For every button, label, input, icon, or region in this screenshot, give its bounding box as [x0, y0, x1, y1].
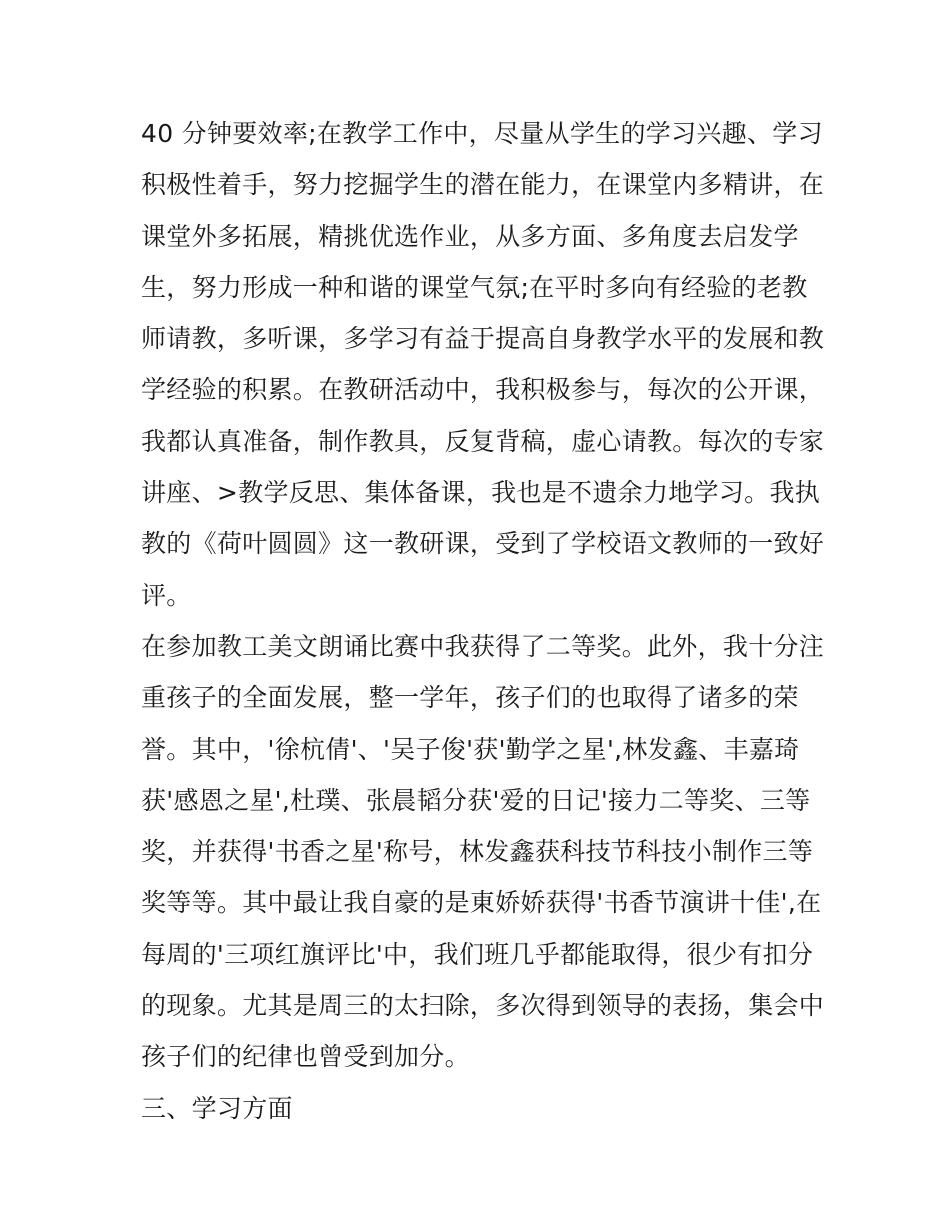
text-line: 我都认真准备，制作教具，反复背稿，虚心请教。每次的专家 — [141, 426, 825, 456]
text-line: 的现象。尤其是周三的太扫除，多次得到领导的表扬，集会中 — [141, 991, 825, 1021]
text-line: 奖等等。其中最让我自豪的是東娇娇获得'书香节演讲十佳',在 — [141, 888, 822, 918]
text-line: 评。 — [141, 580, 192, 610]
text-line: 师请教，多听课，多学习有益于提高自身教学水平的发展和教 — [141, 324, 825, 354]
text-line: 誉。其中，'徐杭倩'、'吴子俊'获'勤学之星',林发鑫、丰嘉琦 — [141, 734, 800, 764]
text-line: 40 分钟要效率;在教学工作中，尽量从学生的学习兴趣、学习 — [141, 119, 823, 148]
text-line: 生，努力形成一种和谐的课堂气氛;在平时多向有经验的老教 — [141, 272, 808, 302]
section-heading: 三、学习方面 — [141, 1093, 293, 1123]
text-line: 教的《荷叶圆圆》这一教研课，受到了学校语文教师的一致好 — [141, 529, 825, 559]
text-line: 讲座、>教学反思、集体备课，我也是不遗余力地学习。我执 — [141, 478, 821, 508]
text-line: 重孩子的全面发展，整一学年，孩子们的也取得了诸多的荣 — [141, 683, 799, 713]
text-line: 获'感恩之星',杜璞、张晨韬分获'爱的日记'接力二等奖、三等 — [141, 785, 811, 815]
text-line: 孩子们的纪律也曾受到加分。 — [141, 1042, 470, 1072]
body-text — [141, 108, 825, 1134]
text-line: 奖，并获得'书香之星'称号，林发鑫获科技节科技小制作三等 — [141, 837, 814, 867]
text-line: 学经验的积累。在教研活动中，我积极参与，每次的公开课， — [141, 375, 825, 405]
text-line: 在参加教工美文朗诵比赛中我获得了二等奖。此外，我十分注 — [141, 631, 825, 661]
text-line: 课堂外多拓展，精挑优选作业，从多方面、多角度去启发学 — [141, 221, 799, 251]
text-line: 每周的'三项红旗评比'中，我们班几乎都能取得，很少有扣分 — [141, 939, 814, 969]
text-line: 积极性着手，努力挖掘学生的潜在能力，在课堂内多精讲，在 — [141, 170, 825, 200]
